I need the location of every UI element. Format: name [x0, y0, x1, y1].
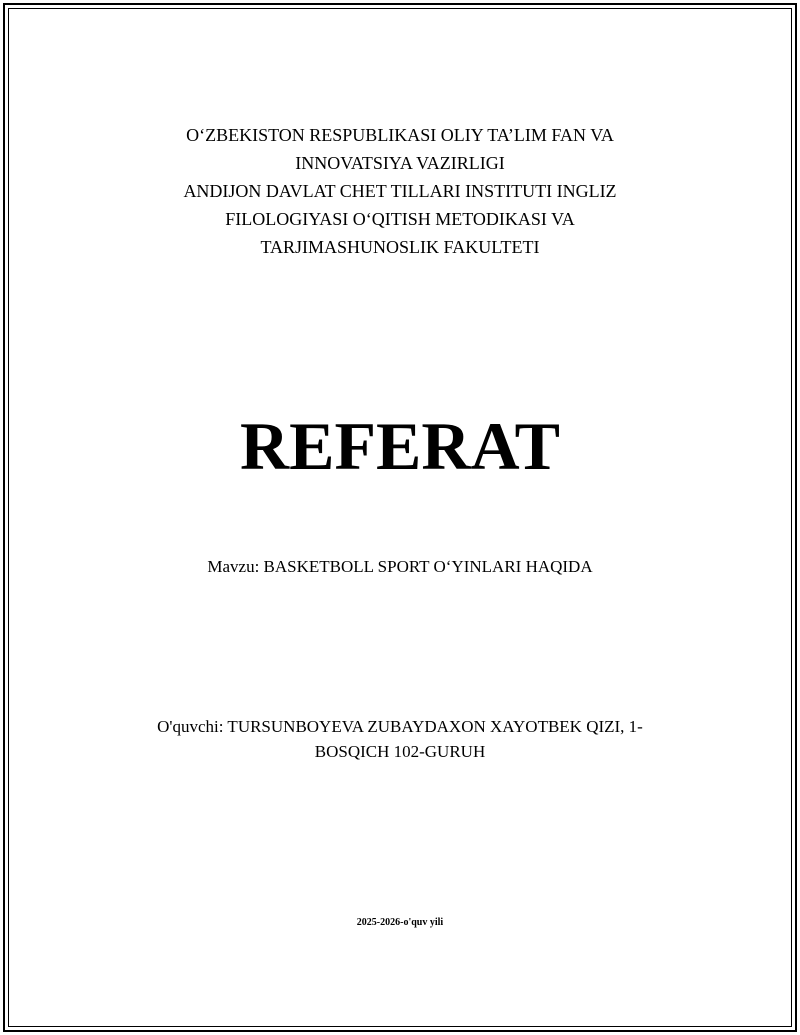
student-line: BOSQICH 102-GURUH — [314, 742, 486, 761]
academic-year: 2025-2026-o'quv yili — [356, 917, 444, 928]
header-line: FILOLOGIYASI O‘QITISH METODIKASI VA — [225, 209, 575, 229]
institution-header — [60, 121, 740, 261]
header-line: TARJIMASHUNOSLIK FAKULTETI — [260, 237, 540, 257]
header-line: INNOVATSIYA VAZIRLIGI — [295, 153, 505, 173]
subject-line: Mavzu: BASKETBOLL SPORT O‘YINLARI HAQIDA — [207, 557, 593, 576]
header-line: ANDIJON DAVLAT CHET TILLARI INSTITUTI INGLIZ — [183, 181, 617, 201]
document-title: REFERAT — [240, 408, 560, 484]
header-line: O‘ZBEKISTON RESPUBLIKASI OLIY TA’LIM FAN VA — [186, 125, 614, 145]
student-line: O'quvchi: TURSUNBOYEVA ZUBAYDAXON XAYOTBEK QIZI, 1- — [157, 717, 643, 736]
student-info — [60, 714, 740, 764]
